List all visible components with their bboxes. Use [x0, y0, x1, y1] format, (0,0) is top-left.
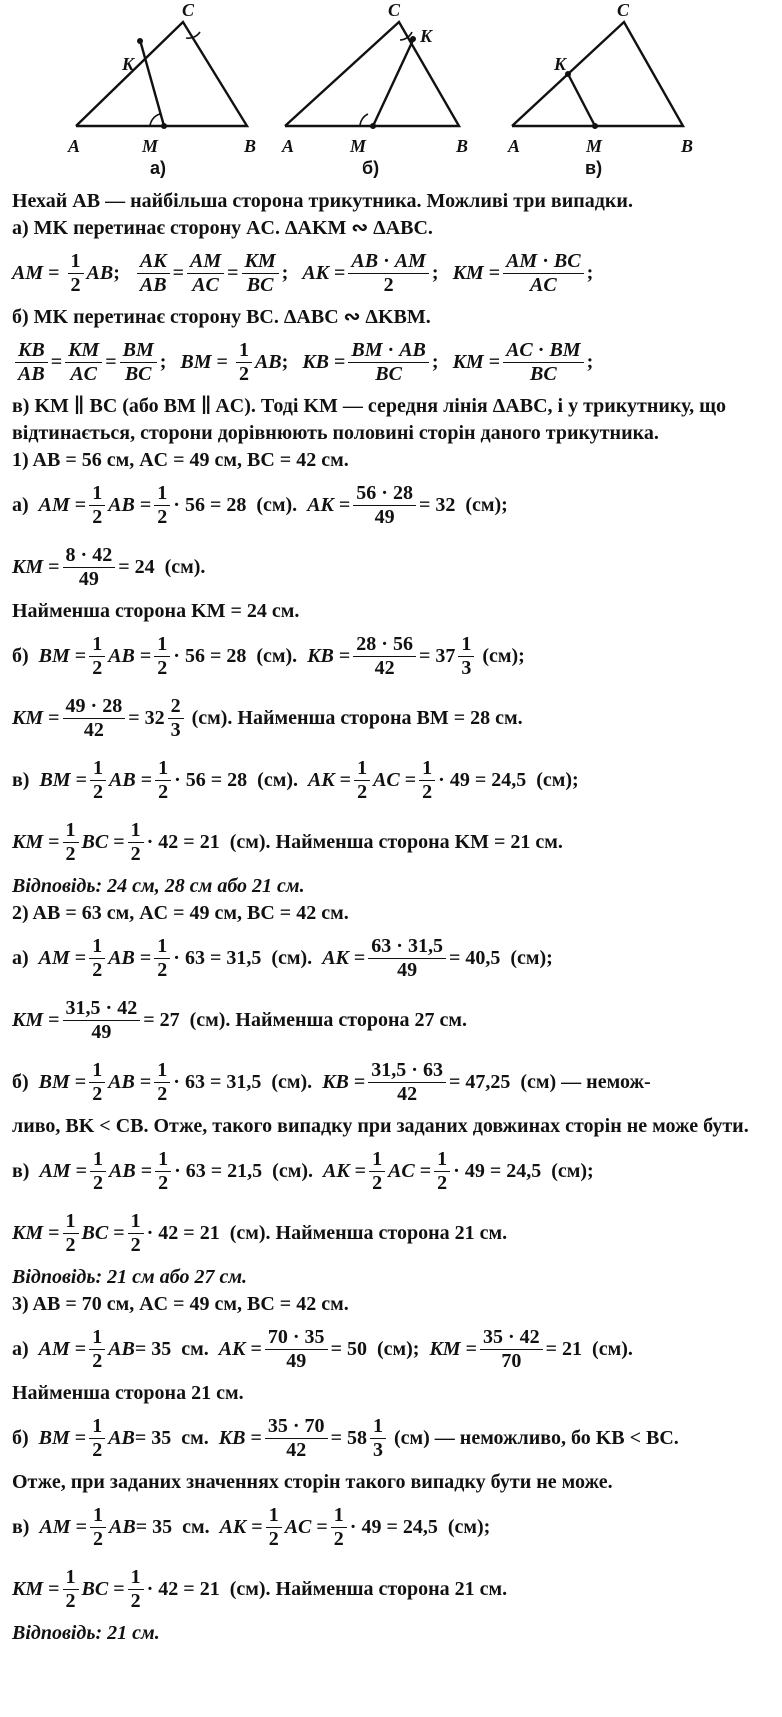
caption-b: б): [362, 158, 380, 178]
label-b-B: B: [456, 136, 469, 156]
label-b-K: K: [420, 26, 433, 46]
p3-a-result: Найменша сторона 21 см.: [12, 1382, 244, 1404]
p1-answer: Відповідь: 24 см, 28 см або 21 см.: [12, 875, 305, 897]
p2-a-result: (см). Найменша сторона 27 см.: [189, 1008, 468, 1031]
p1-a-line2: KM = $\frac{8 \cdot 42}{49}$ = 24 (см).: [12, 543, 206, 590]
p1-c-line2: KM = $\frac{1}{2}$ BC = $\frac{1}{2}$ · 42 = 21 (см). Найменша сторона KM = 21 см.: [12, 818, 563, 865]
label-c-C: C: [617, 0, 630, 20]
p2-c-result: (см). Найменша сторона 21 см.: [229, 1221, 508, 1244]
case-a-formulas: AM = $\frac{1}{2}$ AB ; $\frac{AK}{AB}$ = $\frac{AM}{AC}$ = $\frac{KM}{BC}$ ; AK = $\frac{AB \cdot AM}{2}$ ; KM = $\frac{AM \cdot BC}{AC}$ ;: [12, 249, 594, 296]
case-c-paragraph: в) KM ∥ BC (або BM ∥ AC). Тоді KM — середня лінія ΔABC, і у трикутнику, що відтинається, сторони дорівнюють половині сторін даного трикутника.: [12, 395, 727, 444]
label-c-K: K: [554, 54, 567, 74]
problem-3-heading: 3) AB = 70 см, AC = 49 см, BC = 42 см.: [12, 1293, 349, 1315]
p1-c-result: (см). Найменша сторона KM = 21 см.: [229, 830, 563, 853]
p2-b-continuation: ливо, BK < CB. Отже, такого випадку при заданих довжинах сторін не може бути.: [12, 1115, 749, 1137]
segment-km-c: [568, 74, 595, 126]
p3-answer: Відповідь: 21 см.: [12, 1622, 160, 1644]
caption-c: в): [585, 158, 603, 178]
p1-a-line1: а) AM = $\frac{1}{2}$ AB = $\frac{1}{2}$ · 56 = 28 (см). AK = $\frac{56 \cdot 28}{49}$ = 32 (см);: [12, 481, 508, 528]
p1-c-line1: в) BM = $\frac{1}{2}$ AB = $\frac{1}{2}$ · 56 = 28 (см). AK = $\frac{1}{2}$ AC = $\frac{1}{2}$ · 49 = 24,5 (см);: [12, 756, 579, 803]
p2-c-line1: в) AM = $\frac{1}{2}$ AB = $\frac{1}{2}$ · 63 = 21,5 (см). AK = $\frac{1}{2}$ AC = $\frac{1}{2}$ · 49 = 24,5 (см);: [12, 1147, 594, 1194]
case-b-line: б) MK перетинає сторону BC. ΔABC ∾ ΔKBM.: [12, 306, 431, 328]
p2-a-line1: а) AM = $\frac{1}{2}$ AB = $\frac{1}{2}$ · 63 = 31,5 (см). AK = $\frac{63 \cdot 31,5}{49}$ = 40,5 (см);: [12, 934, 553, 981]
triangle-a: [76, 22, 247, 126]
problem-2-heading: 2) AB = 63 см, AC = 49 см, BC = 42 см.: [12, 902, 349, 924]
caption-a: а): [150, 158, 167, 178]
p3-c-result: (см). Найменша сторона 21 см.: [229, 1577, 508, 1600]
triangle-c: [512, 22, 683, 126]
p2-b-result: (см) — немож-: [520, 1070, 651, 1093]
p3-c-line2: KM = $\frac{1}{2}$ BC = $\frac{1}{2}$ · 42 = 21 (см). Найменша сторона 21 см.: [12, 1565, 508, 1612]
label-a-K: K: [122, 54, 135, 74]
label-b-M: M: [350, 136, 367, 156]
p2-a-line2: KM = $\frac{31,5 \cdot 42}{49}$ = 27 (см). Найменша сторона 27 см.: [12, 996, 468, 1043]
case-a-line: а) MK перетинає сторону AC. ΔAKM ∾ ΔABC.: [12, 217, 433, 239]
p2-b-line1: б) BM = $\frac{1}{2}$ AB = $\frac{1}{2}$ · 63 = 31,5 (см). KB = $\frac{31,5 \cdot 63}{42}$ = 47,25 (см) — немож-: [12, 1058, 651, 1105]
problem-1-heading: 1) AB = 56 см, AC = 49 см, BC = 42 см.: [12, 449, 349, 471]
p1-b-line1: б) BM = $\frac{1}{2}$ AB = $\frac{1}{2}$ · 56 = 28 (см). KB = $\frac{28 \cdot 56}{42}$ = 37 $\frac{1}{3}$ (см);: [12, 632, 525, 679]
angle-mark-a: [150, 114, 160, 126]
label-c-A: A: [508, 136, 521, 156]
segment-mk-b: [373, 38, 414, 126]
p3-c-line1: в) AM = $\frac{1}{2}$ AB = 35 см. AK = $\frac{1}{2}$ AC = $\frac{1}{2}$ · 49 = 24,5 (см);: [12, 1503, 491, 1550]
p1-b-line2: KM = $\frac{49 \cdot 28}{42}$ = 32 $\frac{2}{3}$ (см). Найменша сторона BM = 28 см.: [12, 694, 523, 741]
case-b-formulas: $\frac{KB}{AB}$ = $\frac{KM}{AC}$ = $\frac{BM}{BC}$ ; BM = $\frac{1}{2}$ AB ; KB = $\frac{BM \cdot AB}{BC}$ ; KM = $\frac{AC \cdot BM}{BC}$ ;: [12, 331, 774, 393]
label-b-A: A: [282, 136, 295, 156]
label-a-M: M: [142, 136, 159, 156]
figures: [0, 0, 782, 190]
p2-answer: Відповідь: 21 см або 27 см.: [12, 1266, 248, 1288]
p1-b-result: (см). Найменша сторона BM = 28 см.: [191, 706, 523, 729]
p2-c-line2: KM = $\frac{1}{2}$ BC = $\frac{1}{2}$ · 42 = 21 (см). Найменша сторона 21 см.: [12, 1209, 508, 1256]
p3-b-result: (см) — неможливо, бо KB < BC.: [393, 1426, 679, 1449]
label-a-B: B: [244, 136, 257, 156]
angle-mark-b: [360, 114, 368, 126]
label-a-A: A: [68, 136, 81, 156]
solution-text: [12, 188, 774, 1647]
label-a-C: C: [182, 0, 195, 20]
intro-line: Нехай AB — найбільша сторона трикутника. Можливі три випадки.: [12, 190, 633, 212]
p3-a-line1: а) AM = $\frac{1}{2}$ AB = 35 см. AK = $\frac{70 \cdot 35}{49}$ = 50 (см); KM = $\frac{35 \cdot 42}{70}$ = 21 (см).: [12, 1325, 633, 1372]
label-b-C: C: [388, 0, 401, 20]
label-c-B: B: [681, 136, 694, 156]
label-c-M: M: [586, 136, 603, 156]
p3-b-continuation: Отже, при заданих значеннях сторін такого випадку бути не може.: [12, 1471, 613, 1493]
triangle-b: [285, 22, 459, 126]
p3-b-line1: б) BM = $\frac{1}{2}$ AB = 35 см. KB = $\frac{35 \cdot 70}{42}$ = 58 $\frac{1}{3}$ (см) — неможливо, бо KB < BC.: [12, 1414, 679, 1461]
p1-a-result: Найменша сторона KM = 24 см.: [12, 600, 300, 622]
angle-mark-c-a: [186, 32, 200, 38]
